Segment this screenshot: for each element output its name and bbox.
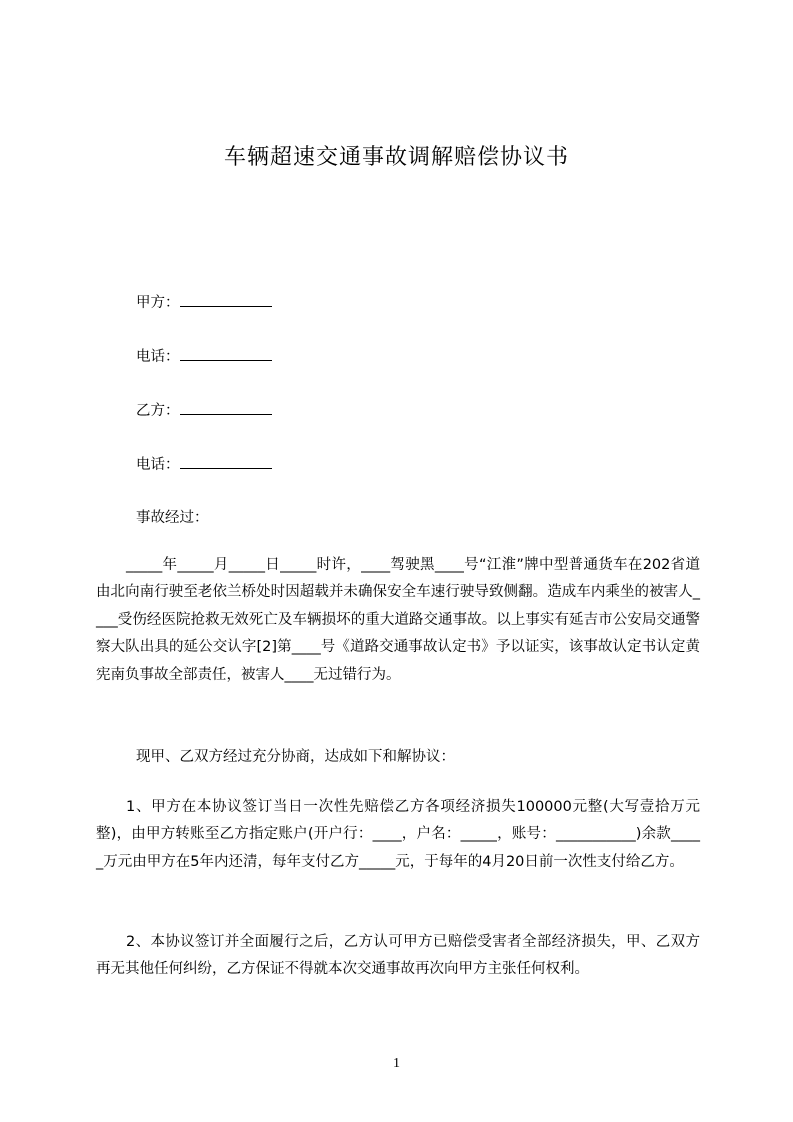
party-a-blank: [180, 292, 272, 307]
party-b-phone-label: 电话：: [136, 457, 180, 473]
party-b-phone-blank: [180, 454, 272, 469]
agreement-intro: 现甲、乙双方经过充分协商，达成如下和解协议：: [136, 749, 455, 765]
party-a-phone-blank: [180, 346, 272, 361]
accident-heading: 事故经过：: [136, 510, 209, 526]
clause-2: 2、本协议签订并全面履行之后，乙方认可甲方已赔偿受害者全部经济损失，甲、乙双方再无其他任何纠纷，乙方保证不得就本次交通事故再次向甲方主张任何权利。: [96, 934, 700, 978]
document-title: 车辆超速交通事故调解赔偿协议书: [223, 145, 569, 170]
party-a-field: [136, 291, 272, 312]
party-b-blank: [180, 400, 272, 415]
party-b-field: [136, 399, 272, 420]
page-number: 1: [393, 1056, 400, 1071]
party-a-phone-field: [136, 345, 272, 366]
party-b-label: 乙方：: [136, 403, 180, 419]
party-b-phone-field: [136, 453, 272, 474]
party-a-label: 甲方：: [136, 295, 180, 311]
party-a-phone-label: 电话：: [136, 349, 180, 365]
clause-1: 1、甲方在本协议签订当日一次性先赔偿乙方各项经济损失100000元整(大写壹拾万元整)，由甲方转账至乙方指定账户(开户行：____，户名：_____，账号：___________)余款_____万元由甲方在5年内还清，每年支付乙方_____元，于每年的4月20日前一次性支付给乙方。: [96, 799, 700, 870]
accident-paragraph: _____年_____月_____日_____时许，____驾驶黑____号“江淮”牌中型普通货车在202省道由北向南行驶至老依兰桥处时因超载并未确保安全车速行驶导致侧翻。造成车内乘坐的被害人____受伤经医院抢救无效死亡及车辆损坏的重大道路交通事故。以上事实有延吉市公安局交通警察大队出具的延公交认字[2]第____号《道路交通事故认定书》予以证实，该事故认定书认定黄宪南负事故全部责任，被害人____无过错行为。: [96, 557, 700, 683]
